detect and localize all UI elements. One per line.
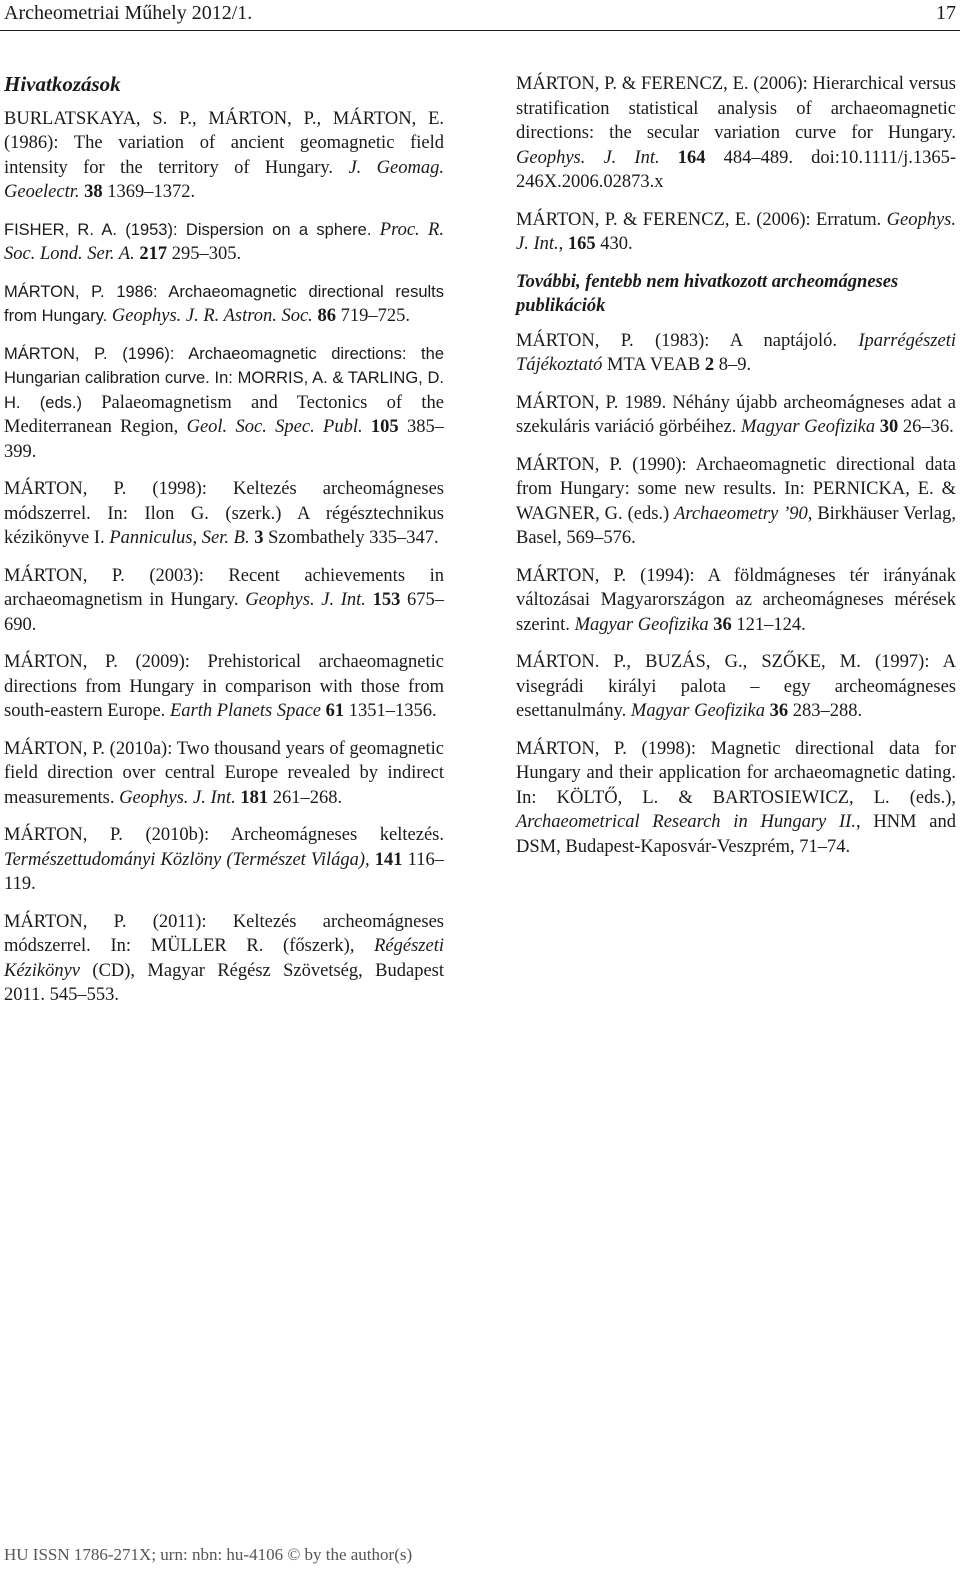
left-column — [4, 72, 444, 1021]
right-column — [516, 72, 956, 872]
reference-text: Proc. R. Soc. Lond. Ser. A. — [4, 219, 444, 264]
reference-entry — [516, 391, 956, 440]
reference-entry — [516, 564, 956, 638]
reference-text: 675–690. — [4, 590, 445, 635]
reference-text: MÁRTON. P., BUZÁS, G., SZŐKE, M. (1997): A visegrádi királyi palota – egy archeomágneses esettanulmány. — [516, 652, 956, 721]
reference-text: 8–9. — [714, 355, 752, 375]
reference-text: (CD), Magyar Régész Szövetség, Budapest 2011. 545–553. — [4, 960, 444, 1005]
reference-text: 153 — [372, 590, 401, 610]
reference-text: 164 — [677, 147, 706, 168]
reference-text: 2 — [704, 355, 715, 375]
reference-text: Geophys. J. Int. — [245, 590, 366, 610]
reference-text: MÁRTON, P. (1983): A naptájoló. — [516, 330, 859, 351]
reference-text: Régészeti Kézikönyv — [4, 936, 444, 981]
reference-entry — [4, 107, 444, 205]
reference-text: 181 — [240, 787, 269, 808]
reference-text: MÁRTON, P. (2010b): Archeomágneses keltezés. — [4, 825, 444, 845]
reference-text: Geol. Soc. Spec. Publ. — [186, 417, 363, 437]
reference-entry — [516, 329, 956, 378]
reference-entry — [516, 650, 956, 724]
reference-text: Természettudományi Közlöny (Természet Világa), — [4, 849, 370, 870]
reference-text: Geophys. J. Int. — [119, 787, 236, 808]
reference-text: 30 — [879, 417, 899, 437]
reference-text: Archaeometry ’90, — [674, 503, 813, 524]
reference-text: Geophys. J. Int. — [516, 147, 660, 168]
reference-text: MÁRTON, P. (2011): Keltezés archeomágneses módszerrel. In: MÜLLER R. (főszerk), — [4, 911, 444, 956]
reference-entry — [4, 280, 444, 329]
reference-text — [366, 590, 373, 610]
reference-text: 261–268. — [268, 787, 343, 808]
reference-entry — [4, 910, 444, 1008]
reference-text: MÁRTON, P. (1998): Keltezés archeomágneses módszerrel. In: Ilon G. (szerk.) A régésztechnikus kézikönyve I. — [4, 479, 444, 548]
reference-entry — [4, 218, 444, 267]
reference-text: Magyar Geofizika — [740, 417, 876, 437]
reference-text: 484–489. doi:10.1111/j.1365-246X.2006.02873.x — [516, 147, 957, 192]
reference-text: 295–305. — [167, 244, 242, 264]
reference-text: J. Geomag. Geoelectr. — [4, 157, 444, 202]
page-footer: HU ISSN 1786-271X; urn: nbn: hu-4106 © by the author(s) — [4, 1545, 413, 1564]
reference-text: 217 — [139, 244, 168, 264]
reference-text: BURLATSKAYA, S. P., MÁRTON, P., MÁRTON, E. (1986): The variation of ancient geomagnetic field intensity for the territory of Hungary. — [4, 108, 444, 178]
reference-text: 141 — [374, 849, 403, 870]
journal-title: Archeometriai Műhely 2012/1. — [4, 2, 253, 24]
section-heading: Hivatkozások — [4, 72, 121, 96]
reference-text: MTA VEAB — [602, 355, 705, 375]
reference-text: 430. — [595, 234, 633, 254]
reference-entry — [4, 477, 444, 551]
reference-entry — [4, 564, 444, 638]
reference-text: MÁRTON, P. & FERENCZ, E. (2006): Erratum. — [516, 209, 887, 230]
reference-text: Iparrégészeti Tájékoztató — [516, 330, 956, 375]
reference-text: MÁRTON, P. (1994): A földmágneses tér irányának változásai Magyarországon az archeomágneses mérések szerint. — [516, 565, 956, 635]
reference-text: 61 — [325, 701, 345, 721]
reference-text: 3 — [254, 528, 264, 548]
further-publications-heading: További, fentebb nem hivatkozott archeomágneses publikációk — [516, 271, 899, 316]
reference-text: 385–399. — [4, 417, 444, 462]
reference-text: 105 — [370, 417, 399, 437]
header-rule — [0, 30, 960, 31]
reference-text — [660, 148, 678, 168]
reference-entry — [516, 737, 956, 860]
reference-entry — [4, 823, 444, 897]
page-header — [0, 0, 960, 30]
reference-text: Magyar Geofizika — [630, 701, 766, 721]
reference-text: MÁRTON, P. & FERENCZ, E. (2006): Hierarchical versus stratification statistical analysis of archaeomagnetic directions: the secular variation curve for Hungary. — [516, 74, 956, 143]
reference-text: Geophys. J. Int. — [516, 209, 956, 254]
reference-text: MÁRTON, P. (1998): Magnetic directional data for Hungary and their application for archaeomagnetic dating. In: KÖLTŐ, L. & BARTOSIEWICZ, L. (eds.), — [516, 738, 956, 808]
reference-text: 121–124. — [731, 614, 806, 635]
reference-entry — [516, 72, 956, 195]
reference-text — [363, 417, 371, 437]
reference-list-left — [4, 107, 444, 1008]
reference-text: MÁRTON, P. (2010a): Two thousand years of geomagnetic field direction over central Europe revealed by indirect measurements. — [4, 738, 444, 808]
reference-list-right-bottom — [516, 329, 956, 860]
reference-text: Archaeometrical Research in Hungary II. — [516, 812, 856, 832]
reference-text: MÁRTON, P. 1986: Archaeomagnetic directional results from Hungary. — [4, 282, 444, 325]
reference-text: Geophys. J. R. Astron. Soc. — [111, 306, 313, 326]
reference-text: 38 — [84, 182, 103, 202]
reference-text: 26–36. — [898, 417, 954, 437]
reference-text: 36 — [713, 614, 732, 635]
reference-text: Palaeomagnetism and Tectonics of the Mediterranean Region, — [4, 392, 444, 437]
reference-text: Szombathely 335–347. — [263, 528, 439, 548]
page-number: 17 — [936, 2, 956, 24]
reference-text: 283–288. — [788, 701, 863, 721]
reference-text: 86 — [317, 306, 336, 326]
reference-text: FISHER, R. A. (1953): Dispersion on a sphere. — [4, 220, 380, 239]
reference-text: MÁRTON, P. (1990): Archaeomagnetic directional data from Hungary: some new results. In: PERNICKA, E. & WAGNER, G. (eds.) — [516, 454, 956, 524]
reference-text: Birkhäuser Verlag, Basel, 569–576. — [516, 503, 956, 548]
reference-text: MÁRTON, P. (1996): Archaeomagnetic directions: the Hungarian calibration curve. In: MORRIS, A. & TARLING, D. H. (eds.) — [4, 344, 444, 412]
reference-entry — [516, 453, 956, 551]
reference-text: MÁRTON, P. (2003): Recent achievements in archaeomagnetism in Hungary. — [4, 565, 444, 610]
reference-entry — [4, 650, 444, 724]
reference-text: MÁRTON, P. 1989. Néhány újabb archeomágneses adat a szekuláris variáció görbéihez. — [516, 392, 956, 437]
reference-text: 1369–1372. — [102, 182, 196, 202]
reference-text: MÁRTON, P. (2009): Prehistorical archaeomagnetic directions from Hungary in comparison with those from south-eastern Europe. — [4, 652, 444, 721]
reference-text: 116–119. — [4, 849, 444, 894]
reference-list-right-top — [516, 72, 956, 257]
reference-entry — [4, 737, 444, 811]
reference-text: , — [558, 234, 568, 254]
reference-text: Panniculus, Ser. B. — [109, 528, 250, 548]
reference-text: 719–725. — [335, 306, 410, 326]
reference-entry — [4, 342, 444, 465]
reference-text: Magyar Geofizika — [574, 614, 709, 635]
reference-entry — [516, 208, 956, 257]
reference-text: 165 — [567, 234, 596, 254]
reference-text: 36 — [769, 701, 789, 721]
reference-text: , HNM and DSM, Budapest-Kaposvár-Veszprém, 71–74. — [516, 812, 956, 857]
reference-text: 1351–1356. — [344, 701, 437, 721]
reference-text: Earth Planets Space — [169, 701, 321, 721]
